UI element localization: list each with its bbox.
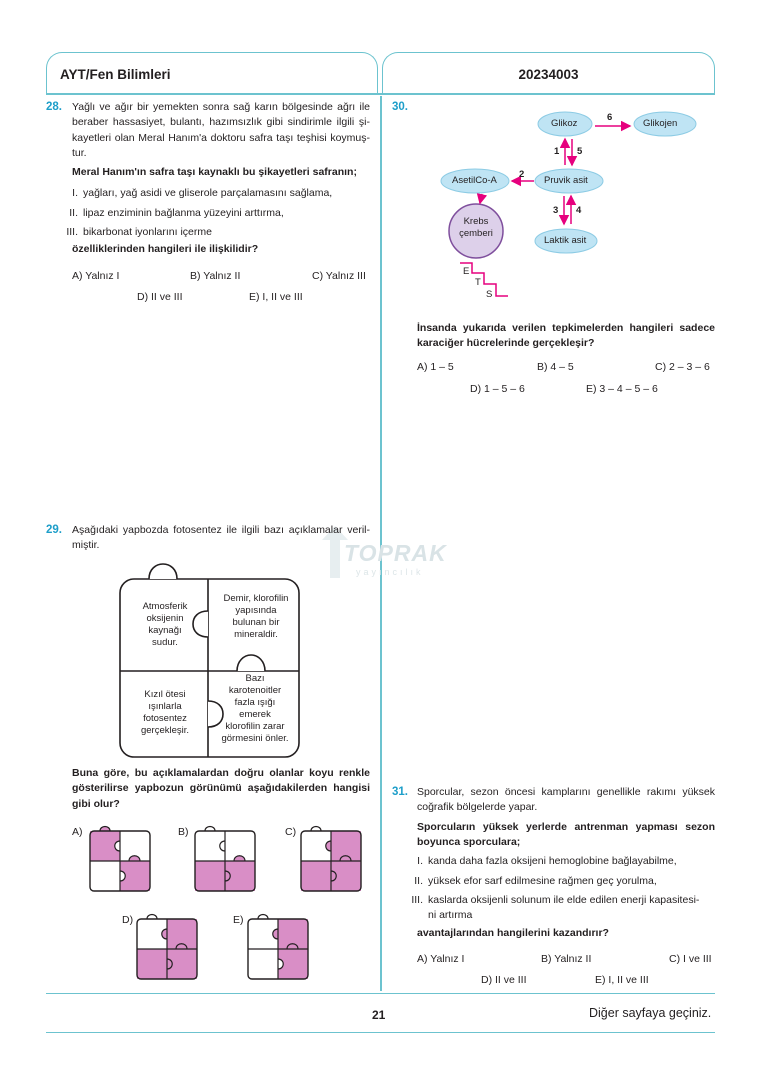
krebs-node-line2: çemberi bbox=[459, 228, 493, 239]
q31-item-3-cont: ni artırma bbox=[428, 909, 473, 921]
q28-stem-line: kayetleri olan Meral Hanım'a doktoru safra taşı teşhisi koymuş- bbox=[72, 131, 370, 144]
q30-number: 30. bbox=[392, 101, 408, 113]
header-rule bbox=[46, 93, 715, 95]
q29-option-b-puzzle[interactable] bbox=[194, 824, 256, 892]
next-page-note: Diğer sayfaya geçiniz. bbox=[589, 1006, 712, 1020]
q30-diagram bbox=[440, 108, 710, 308]
asetilcoa-node: AsetilCo-A bbox=[452, 175, 497, 186]
tab-upper-divider bbox=[162, 929, 167, 939]
tab-upper-divider bbox=[220, 841, 225, 851]
q28-option-e[interactable]: E) I, II ve III bbox=[249, 291, 303, 303]
tab-upper-divider bbox=[273, 929, 278, 939]
puzzle-piece-top-left: Atmosferik oksijenin kaynağı sudur. bbox=[142, 601, 188, 648]
tab-lower-divider bbox=[167, 959, 172, 969]
piruvik-node: Pruvik asit bbox=[544, 175, 588, 186]
ets-t: T bbox=[475, 277, 481, 288]
q31-number: 31. bbox=[392, 786, 408, 798]
arrow-label-5: 5 bbox=[577, 146, 583, 157]
quadrant-bottom-left bbox=[248, 949, 278, 979]
q31-option-b[interactable]: B) Yalnız II bbox=[541, 953, 592, 965]
puzzle-piece-top-right: Demir, klorofilin yapısında bulunan bir mineraldir. bbox=[223, 593, 289, 640]
header-subject-box bbox=[46, 52, 378, 94]
q29-option-a-puzzle[interactable] bbox=[89, 824, 151, 892]
q31-closing: avantajlarından hangilerini kazandırır? bbox=[417, 927, 609, 939]
watermark-sub: yayıncılık bbox=[356, 567, 424, 577]
ets-s: S bbox=[486, 289, 493, 300]
q31-option-c[interactable]: C) I ve III bbox=[669, 953, 712, 965]
tab-lower-divider bbox=[225, 871, 230, 881]
header-code-box bbox=[382, 52, 715, 94]
q28-option-c[interactable]: C) Yalnız III bbox=[312, 270, 366, 282]
arrow-label-4: 4 bbox=[576, 205, 582, 216]
q31-item-3: III. kaslarda oksijenli solunum ile elde edilen enerji kapasitesi- bbox=[411, 894, 700, 906]
tab-middle-line bbox=[234, 856, 245, 861]
q29-number: 29. bbox=[46, 524, 62, 536]
q31-option-d[interactable]: D) II ve III bbox=[481, 974, 527, 986]
q28-question: Meral Hanım'ın safra taşı kaynaklı bu şikayetleri safranın; bbox=[72, 166, 357, 178]
q29-option-d-label[interactable]: D) bbox=[122, 914, 134, 926]
glikojen-node: Glikojen bbox=[643, 118, 678, 129]
q28-stem-line: tur. bbox=[72, 146, 87, 159]
q31-item-1: I. kanda daha fazla oksijeni hemoglobine bağlayabilme, bbox=[417, 855, 677, 867]
q28-item-1: I. yağları, yağ asidi ve gliserole parçalamasını sağlama, bbox=[72, 187, 333, 199]
quadrant-bottom-left bbox=[137, 949, 167, 979]
q29-stem bbox=[72, 523, 370, 554]
q29-option-c-puzzle[interactable] bbox=[300, 824, 362, 892]
q28-stem bbox=[72, 100, 370, 161]
watermark-brand: TOPRAK bbox=[344, 540, 447, 566]
q29-question: Buna göre, bu açıklamalardan doğru olanlar koyu renkle gösterilirse yapbozun görünümü aşağıdakilerden hangisi gibi olur? bbox=[72, 767, 370, 810]
tab-middle-line bbox=[340, 856, 351, 861]
q28-stem-line: Yağlı ve ağır bir yemekten sonra sağ karın bölgesinde ağrı ile bbox=[72, 101, 370, 113]
q28-item-3: III. bikarbonat iyonlarını içerme bbox=[66, 226, 212, 238]
main-puzzle bbox=[119, 563, 301, 759]
q29-option-c-label[interactable]: C) bbox=[285, 826, 297, 838]
q31-question: Sporcuların yüksek yerlerde antrenman yapması sezon boyunca sporculara; bbox=[417, 821, 715, 849]
arrow-label-6: 6 bbox=[607, 112, 613, 123]
tab-upper-divider bbox=[115, 841, 120, 851]
header-code: 20234003 bbox=[518, 67, 579, 82]
q29-stem-line: miştir. bbox=[72, 539, 100, 552]
laktik-node: Laktik asit bbox=[544, 235, 587, 246]
q28-option-b[interactable]: B) Yalnız II bbox=[190, 270, 241, 282]
q30-option-d[interactable]: D) 1 – 5 – 6 bbox=[470, 383, 525, 395]
q29-option-e-label[interactable]: E) bbox=[233, 914, 244, 926]
q28-number: 28. bbox=[46, 101, 62, 113]
tab-middle-line bbox=[287, 944, 298, 949]
q31-item-2: II. yüksek efor sarf edilmesine rağmen geç yorulma, bbox=[414, 875, 657, 887]
q29-option-e-puzzle[interactable] bbox=[247, 912, 309, 980]
page-number: 21 bbox=[372, 1008, 386, 1022]
q30-question: İnsanda yukarıda verilen tepkimelerden hangileri sadece karaciğer hücrelerinde gerçekleşir? bbox=[417, 322, 715, 350]
q28-option-a[interactable]: A) Yalnız I bbox=[72, 270, 120, 282]
puzzle-piece-bottom-left: Kızıl ötesi ışınlarla fotosentez gerçekleşir. bbox=[140, 689, 190, 736]
tab-middle-line bbox=[176, 944, 187, 949]
arrow-label-2: 2 bbox=[519, 169, 525, 180]
glikoz-node: Glikoz bbox=[551, 118, 578, 129]
q28-closing: özelliklerinden hangileri ile ilişkilidir? bbox=[72, 243, 259, 255]
q31-stem: Sporcular, sezon öncesi kamplarını genellikle rakımı yüksek coğrafik bölgelerde yapar. bbox=[417, 786, 715, 814]
q31-option-a[interactable]: A) Yalnız I bbox=[417, 953, 465, 965]
q30-option-b[interactable]: B) 4 – 5 bbox=[537, 361, 574, 373]
q28-stem-line: beraber hassasiyet, bulantı, hazımsızlık gibi sindirimle ilgili şi- bbox=[72, 116, 370, 129]
q29-stem-line: Aşağıdaki yapbozda fotosentez ile ilgili bazı açıklamalar veril- bbox=[72, 524, 370, 536]
puzzle-piece-bottom-right: Bazı karotenoitler fazla ışığı emerek klorofilin zarar görmesini önler. bbox=[221, 673, 289, 744]
q31-option-e[interactable]: E) I, II ve III bbox=[595, 974, 649, 986]
ets-e: E bbox=[463, 266, 470, 277]
krebs-node-line1: Krebs bbox=[463, 216, 489, 227]
header-subject: AYT/Fen Bilimleri bbox=[60, 67, 171, 82]
q29-option-a-label[interactable]: A) bbox=[72, 826, 83, 838]
tab-lower-divider bbox=[120, 871, 125, 881]
q29-option-b-label[interactable]: B) bbox=[178, 826, 189, 838]
tab-upper-divider bbox=[326, 841, 331, 851]
q30-option-a[interactable]: A) 1 – 5 bbox=[417, 361, 454, 373]
q28-option-d[interactable]: D) II ve III bbox=[137, 291, 183, 303]
tab-lower-divider bbox=[331, 871, 336, 881]
quadrant-bottom-left bbox=[195, 861, 225, 891]
q30-option-c[interactable]: C) 2 – 3 – 6 bbox=[655, 361, 710, 373]
tab-lower-divider bbox=[278, 959, 283, 969]
q29-option-d-puzzle[interactable] bbox=[136, 912, 198, 980]
footer-rule-bottom bbox=[46, 1032, 715, 1033]
tab-middle-line bbox=[129, 856, 140, 861]
quadrant-bottom-left bbox=[90, 861, 120, 891]
q28-item-2: II. lipaz enziminin bağlanma yüzeyini arttırma, bbox=[69, 207, 284, 219]
footer-rule-top bbox=[46, 993, 715, 994]
quadrant-bottom-left bbox=[301, 861, 331, 891]
arrow-label-1: 1 bbox=[554, 146, 560, 157]
q30-option-e[interactable]: E) 3 – 4 – 5 – 6 bbox=[586, 383, 658, 395]
arrow-label-3: 3 bbox=[553, 205, 559, 216]
